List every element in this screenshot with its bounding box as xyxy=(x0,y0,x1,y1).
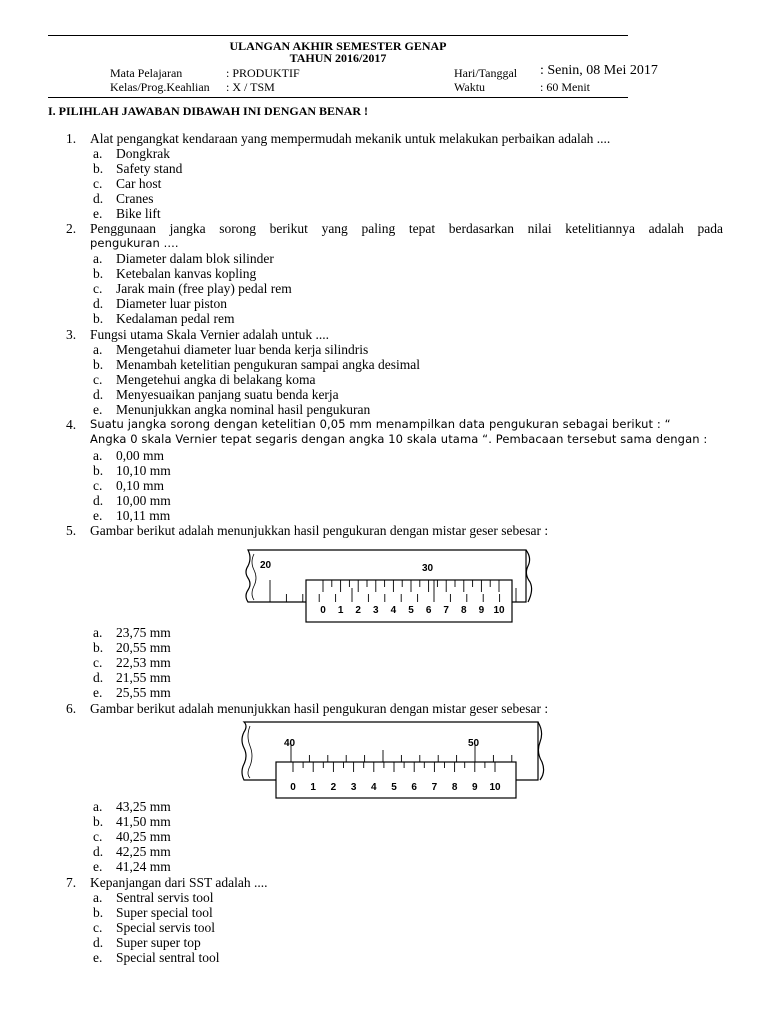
vernier-scale-label: 5 xyxy=(408,605,414,616)
vernier-scale-label: 2 xyxy=(330,782,337,793)
main-scale-label: 40 xyxy=(284,738,296,749)
option-letter: c. xyxy=(93,478,103,493)
main-scale-break xyxy=(526,550,532,602)
option-text: 42,25 mm xyxy=(116,844,171,859)
option-text: 10,10 mm xyxy=(116,463,171,478)
option-letter: d. xyxy=(93,844,104,859)
main-scale-break xyxy=(538,722,544,780)
vernier-scale-label: 0 xyxy=(320,605,326,616)
option-text: Safety stand xyxy=(116,161,183,176)
option-text: 41,50 mm xyxy=(116,814,171,829)
option-text: Kedalaman pedal rem xyxy=(116,311,235,326)
option-letter: d. xyxy=(93,670,104,685)
subject-label: Mata Pelajaran xyxy=(110,66,183,80)
option-text: Diameter dalam blok silinder xyxy=(116,251,274,266)
option-letter: d. xyxy=(93,387,104,402)
option-text: Mengetahui diameter luar benda kerja silindris xyxy=(116,342,369,357)
option-letter: b. xyxy=(93,357,104,372)
option-letter: e. xyxy=(93,206,103,221)
option-text: 10,11 mm xyxy=(116,508,171,523)
vernier-scale-label: 8 xyxy=(461,605,467,616)
option-letter: e. xyxy=(93,685,103,700)
option-letter: a. xyxy=(93,799,103,814)
vernier-scale-label: 1 xyxy=(337,605,344,616)
question-number: 7. xyxy=(66,875,77,890)
question-number: 3. xyxy=(66,327,77,342)
option-letter: b. xyxy=(93,161,104,176)
option-letter: c. xyxy=(93,281,103,296)
option-text: Special servis tool xyxy=(116,920,215,935)
question-text: Fungsi utama Skala Vernier adalah untuk .... xyxy=(90,327,329,342)
option-text: Menambah ketelitian pengukuran sampai angka desimal xyxy=(116,357,421,372)
vernier-scale-label: 2 xyxy=(355,605,361,616)
question-text: Alat pengangkat kendaraan yang mempermudah mekanik untuk melakukan perbaikan adalah .... xyxy=(90,131,611,146)
header-bottom-rule xyxy=(48,97,628,98)
subject-value: : PRODUKTIF xyxy=(226,66,300,80)
vernier-scale-label: 0 xyxy=(290,782,296,793)
question-text-continued: pengukuran .... xyxy=(90,236,179,250)
question-text: Suatu jangka sorong dengan ketelitian 0,05 mm menampilkan data pengukuran sebagai berikut : “ xyxy=(90,417,671,431)
question-text-continued: Angka 0 skala Vernier tepat segaris dengan angka 10 skala utama “. Pembacaan tersebut sama dengan : xyxy=(90,432,708,446)
day-date-label: Hari/Tanggal xyxy=(454,66,518,80)
option-text: Super special tool xyxy=(116,905,213,920)
question-number: 2. xyxy=(66,221,77,236)
option-text: 0,00 mm xyxy=(116,448,165,463)
option-text: Bike lift xyxy=(116,206,161,221)
option-text: Diameter luar piston xyxy=(116,296,227,311)
option-letter: d. xyxy=(93,935,104,950)
option-text: Special sentral tool xyxy=(116,950,220,965)
option-letter: a. xyxy=(93,448,103,463)
option-text: 43,25 mm xyxy=(116,799,171,814)
vernier-scale-label: 10 xyxy=(489,782,501,793)
option-letter: b. xyxy=(93,640,104,655)
left-break-inner xyxy=(248,726,252,778)
main-scale-label: 50 xyxy=(468,738,480,749)
option-text: 10,00 mm xyxy=(116,493,171,508)
option-letter: a. xyxy=(93,342,103,357)
header-top-rule xyxy=(48,35,628,36)
option-letter: a. xyxy=(93,625,103,640)
exam-year: TAHUN 2016/2017 xyxy=(289,51,387,65)
question-number: 4. xyxy=(66,417,77,432)
vernier-caliper-figure-2 xyxy=(236,718,556,800)
vernier-caliper-figure-1 xyxy=(240,546,540,626)
option-letter: e. xyxy=(93,950,103,965)
option-letter: e. xyxy=(93,402,103,417)
option-text: Jarak main (free play) pedal rem xyxy=(116,281,292,296)
time-label: Waktu xyxy=(454,80,486,94)
option-letter: b. xyxy=(93,814,104,829)
class-value: : X / TSM xyxy=(226,80,275,94)
option-text: Dongkrak xyxy=(116,146,170,161)
option-letter: c. xyxy=(93,655,103,670)
option-letter: b. xyxy=(93,311,104,326)
vernier-scale-label: 3 xyxy=(373,605,379,616)
vernier-scale-label: 3 xyxy=(350,782,357,793)
option-letter: b. xyxy=(93,463,104,478)
option-text: Car host xyxy=(116,176,162,191)
question-text: Gambar berikut adalah menunjukkan hasil pengukuran dengan mistar geser sebesar : xyxy=(90,523,549,538)
option-text: Cranes xyxy=(116,191,154,206)
vernier-scale-label: 4 xyxy=(371,782,377,793)
vernier-scale-label: 6 xyxy=(425,605,432,616)
option-letter: d. xyxy=(93,296,104,311)
exam-title: ULANGAN AKHIR SEMESTER GENAP xyxy=(229,39,447,53)
vernier-scale-label: 10 xyxy=(493,605,505,616)
option-text: Super super top xyxy=(116,935,201,950)
vernier-scale-label: 1 xyxy=(310,782,316,793)
main-scale-label: 20 xyxy=(260,560,272,571)
option-text: 41,24 mm xyxy=(116,859,171,874)
option-letter: a. xyxy=(93,890,103,905)
option-letter: d. xyxy=(93,191,104,206)
option-letter: a. xyxy=(93,251,103,266)
option-text: 22,53 mm xyxy=(116,655,171,670)
option-letter: b. xyxy=(93,905,104,920)
option-text: Mengetehui angka di belakang koma xyxy=(116,372,316,387)
option-letter: b. xyxy=(93,266,104,281)
question-number: 5. xyxy=(66,523,77,538)
section-title: I. PILIHLAH JAWABAN DIBAWAH INI DENGAN BENAR ! xyxy=(48,104,369,118)
vernier-scale-label: 4 xyxy=(390,605,397,616)
question-number: 6. xyxy=(66,701,77,716)
option-text: 23,75 mm xyxy=(116,625,171,640)
option-letter: e. xyxy=(93,508,103,523)
question-text: Kepanjangan dari SST adalah .... xyxy=(90,875,268,890)
question-text: Gambar berikut adalah menunjukkan hasil pengukuran dengan mistar geser sebesar : xyxy=(90,701,549,716)
option-text: Sentral servis tool xyxy=(116,890,214,905)
option-text: Menunjukkan angka nominal hasil pengukuran xyxy=(116,402,371,417)
option-text: 21,55 mm xyxy=(116,670,171,685)
option-text: Menyesuaikan panjang suatu benda kerja xyxy=(116,387,339,402)
main-scale-label: 30 xyxy=(422,563,434,574)
option-text: 20,55 mm xyxy=(116,640,171,655)
question-number: 1. xyxy=(66,131,77,146)
option-letter: d. xyxy=(93,493,104,508)
day-date-value: : Senin, 08 Mei 2017 xyxy=(540,63,658,78)
option-text: 25,55 mm xyxy=(116,685,171,700)
question-text: Penggunaan jangka sorong berikut yang paling tepat berdasarkan nilai ketelitiannya adalah pada xyxy=(90,221,723,236)
option-letter: c. xyxy=(93,829,103,844)
option-letter: c. xyxy=(93,372,103,387)
class-label: Kelas/Prog.Keahlian xyxy=(110,80,210,94)
option-text: 0,10 mm xyxy=(116,478,165,493)
vernier-scale-label: 6 xyxy=(411,782,417,793)
vernier-scale-label: 9 xyxy=(478,605,485,616)
option-text: Ketebalan kanvas kopling xyxy=(116,266,257,281)
option-letter: c. xyxy=(93,920,103,935)
vernier-scale-label: 8 xyxy=(451,782,458,793)
option-letter: c. xyxy=(93,176,103,191)
vernier-scale-label: 7 xyxy=(431,782,438,793)
left-break-inner xyxy=(252,554,256,600)
option-letter: a. xyxy=(93,146,103,161)
option-letter: e. xyxy=(93,859,103,874)
vernier-scale-label: 5 xyxy=(391,782,397,793)
option-text: 40,25 mm xyxy=(116,829,171,844)
time-value: : 60 Menit xyxy=(540,80,590,94)
vernier-scale-label: 7 xyxy=(443,605,449,616)
vernier-scale-label: 9 xyxy=(472,782,478,793)
